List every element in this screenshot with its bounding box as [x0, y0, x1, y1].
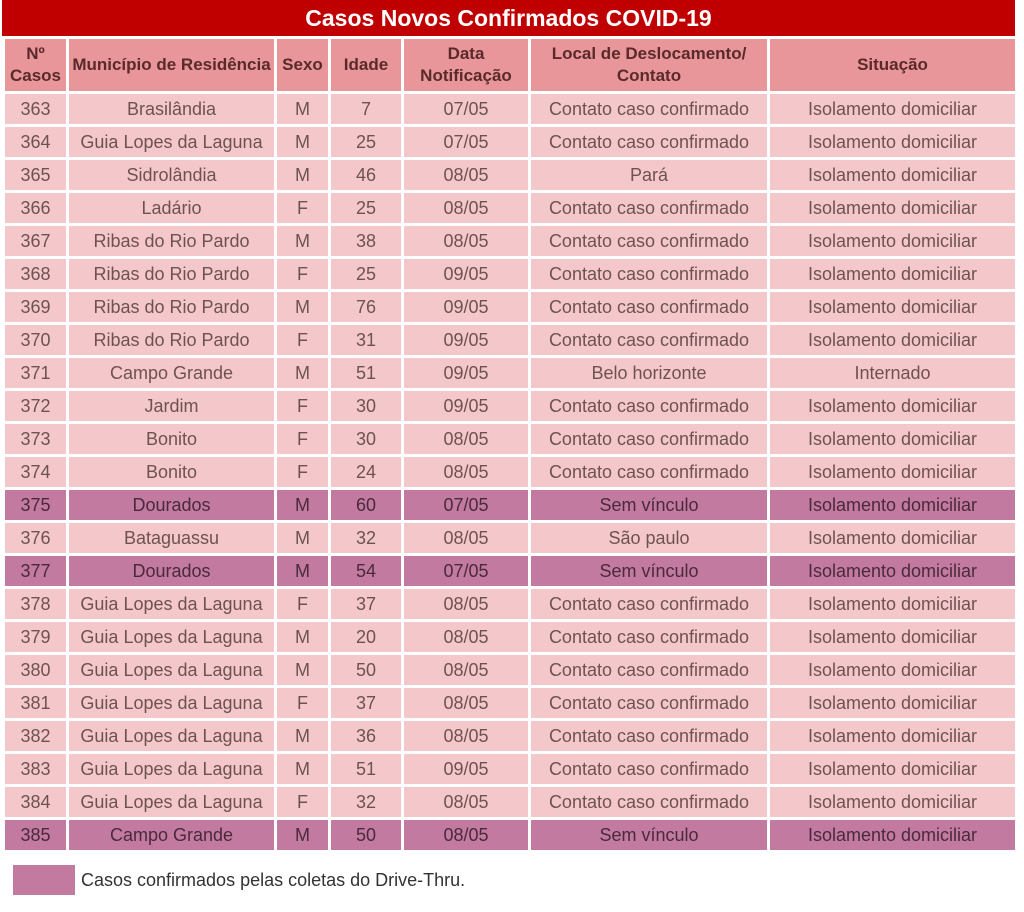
cell-local: Contato caso confirmado	[531, 589, 767, 619]
cell-sexo: M	[277, 754, 328, 784]
cell-idade: 38	[331, 226, 401, 256]
cell-local: Sem vínculo	[531, 490, 767, 520]
cell-local: Pará	[531, 160, 767, 190]
cell-data: 08/05	[404, 820, 528, 850]
cell-data: 09/05	[404, 358, 528, 388]
cell-idade: 20	[331, 622, 401, 652]
cell-data: 07/05	[404, 94, 528, 124]
cell-sexo: M	[277, 655, 328, 685]
table-row	[5, 391, 1015, 421]
cell-local: Contato caso confirmado	[531, 226, 767, 256]
header-row	[5, 39, 1015, 91]
col-header-municipio: Município de Residência	[69, 39, 274, 91]
cell-municipio: Guia Lopes da Laguna	[69, 655, 274, 685]
table-row-drive-thru	[5, 556, 1015, 586]
cell-numero: 371	[5, 358, 66, 388]
cell-numero: 373	[5, 424, 66, 454]
table-row-drive-thru	[5, 820, 1015, 850]
cell-idade: 46	[331, 160, 401, 190]
cell-situacao: Isolamento domiciliar	[770, 688, 1015, 718]
cell-data: 07/05	[404, 127, 528, 157]
cell-numero: 379	[5, 622, 66, 652]
cell-situacao: Isolamento domiciliar	[770, 160, 1015, 190]
legend-swatch	[13, 865, 75, 895]
table-row	[5, 94, 1015, 124]
cell-idade: 76	[331, 292, 401, 322]
col-header-local: Local de Deslocamento/ Contato	[531, 39, 767, 91]
cell-local: Contato caso confirmado	[531, 721, 767, 751]
cell-numero: 367	[5, 226, 66, 256]
cell-local: Contato caso confirmado	[531, 193, 767, 223]
cell-municipio: Guia Lopes da Laguna	[69, 688, 274, 718]
cell-situacao: Isolamento domiciliar	[770, 457, 1015, 487]
cell-local: Contato caso confirmado	[531, 94, 767, 124]
cell-idade: 51	[331, 358, 401, 388]
cell-data: 07/05	[404, 556, 528, 586]
table-row	[5, 622, 1015, 652]
cell-local: Contato caso confirmado	[531, 292, 767, 322]
cell-idade: 37	[331, 688, 401, 718]
cell-numero: 382	[5, 721, 66, 751]
cell-numero: 368	[5, 259, 66, 289]
col-header-idade: Idade	[331, 39, 401, 91]
cell-data: 09/05	[404, 259, 528, 289]
cell-idade: 25	[331, 127, 401, 157]
cell-data: 09/05	[404, 292, 528, 322]
cell-municipio: Bonito	[69, 457, 274, 487]
cell-local: Contato caso confirmado	[531, 424, 767, 454]
table-row	[5, 226, 1015, 256]
cell-data: 08/05	[404, 721, 528, 751]
cell-municipio: Bonito	[69, 424, 274, 454]
cell-situacao: Isolamento domiciliar	[770, 787, 1015, 817]
cell-local: Contato caso confirmado	[531, 754, 767, 784]
cell-sexo: M	[277, 490, 328, 520]
cell-idade: 32	[331, 523, 401, 553]
cell-idade: 60	[331, 490, 401, 520]
cell-sexo: M	[277, 556, 328, 586]
cell-municipio: Ladário	[69, 193, 274, 223]
cell-local: Sem vínculo	[531, 820, 767, 850]
table-row	[5, 589, 1015, 619]
cell-local: Contato caso confirmado	[531, 655, 767, 685]
cell-sexo: M	[277, 127, 328, 157]
table-title: Casos Novos Confirmados COVID-19	[2, 0, 1015, 36]
cell-numero: 364	[5, 127, 66, 157]
cell-local: Contato caso confirmado	[531, 688, 767, 718]
cell-situacao: Isolamento domiciliar	[770, 259, 1015, 289]
cases-body	[5, 94, 1015, 850]
cell-municipio: Bataguassu	[69, 523, 274, 553]
legend	[13, 865, 465, 895]
cell-municipio: Dourados	[69, 556, 274, 586]
cell-numero: 380	[5, 655, 66, 685]
cell-sexo: M	[277, 292, 328, 322]
cell-idade: 24	[331, 457, 401, 487]
table-row	[5, 457, 1015, 487]
cell-data: 09/05	[404, 391, 528, 421]
cell-sexo: F	[277, 259, 328, 289]
cell-situacao: Isolamento domiciliar	[770, 226, 1015, 256]
col-header-numero-casos: Nº Casos	[5, 39, 66, 91]
cell-data: 08/05	[404, 622, 528, 652]
cell-numero: 374	[5, 457, 66, 487]
cell-situacao: Isolamento domiciliar	[770, 820, 1015, 850]
table-row	[5, 259, 1015, 289]
cell-municipio: Dourados	[69, 490, 274, 520]
cell-numero: 376	[5, 523, 66, 553]
cell-situacao: Isolamento domiciliar	[770, 193, 1015, 223]
cell-sexo: F	[277, 688, 328, 718]
cell-municipio: Jardim	[69, 391, 274, 421]
table-row	[5, 424, 1015, 454]
cell-sexo: F	[277, 589, 328, 619]
cell-data: 08/05	[404, 688, 528, 718]
cell-data: 09/05	[404, 325, 528, 355]
cell-data: 08/05	[404, 655, 528, 685]
cell-situacao: Isolamento domiciliar	[770, 589, 1015, 619]
cell-local: Contato caso confirmado	[531, 787, 767, 817]
cell-data: 08/05	[404, 523, 528, 553]
cell-situacao: Isolamento domiciliar	[770, 325, 1015, 355]
cell-idade: 30	[331, 424, 401, 454]
cell-municipio: Guia Lopes da Laguna	[69, 622, 274, 652]
cell-idade: 50	[331, 655, 401, 685]
cell-situacao: Isolamento domiciliar	[770, 721, 1015, 751]
cell-idade: 51	[331, 754, 401, 784]
table-row	[5, 127, 1015, 157]
cell-local: Contato caso confirmado	[531, 127, 767, 157]
cell-sexo: F	[277, 424, 328, 454]
cell-data: 08/05	[404, 787, 528, 817]
cell-numero: 378	[5, 589, 66, 619]
cell-local: Contato caso confirmado	[531, 325, 767, 355]
cases-table	[2, 36, 1018, 853]
table-row	[5, 721, 1015, 751]
cell-municipio: Campo Grande	[69, 358, 274, 388]
cell-numero: 363	[5, 94, 66, 124]
cell-idade: 37	[331, 589, 401, 619]
table-row	[5, 655, 1015, 685]
cell-local: Contato caso confirmado	[531, 259, 767, 289]
cell-local: Sem vínculo	[531, 556, 767, 586]
cell-numero: 384	[5, 787, 66, 817]
cell-sexo: M	[277, 523, 328, 553]
cell-situacao: Isolamento domiciliar	[770, 556, 1015, 586]
legend-text: Casos confirmados pelas coletas do Drive-Thru.	[81, 869, 466, 890]
cell-idade: 54	[331, 556, 401, 586]
cell-municipio: Guia Lopes da Laguna	[69, 787, 274, 817]
cell-situacao: Isolamento domiciliar	[770, 655, 1015, 685]
cell-local: Contato caso confirmado	[531, 622, 767, 652]
cell-local: Contato caso confirmado	[531, 391, 767, 421]
col-header-situacao: Situação	[770, 39, 1015, 91]
cell-municipio: Ribas do Rio Pardo	[69, 259, 274, 289]
cell-numero: 370	[5, 325, 66, 355]
cell-idade: 30	[331, 391, 401, 421]
cell-numero: 385	[5, 820, 66, 850]
cell-situacao: Isolamento domiciliar	[770, 622, 1015, 652]
table-row	[5, 358, 1015, 388]
cell-situacao: Isolamento domiciliar	[770, 391, 1015, 421]
cell-situacao: Isolamento domiciliar	[770, 490, 1015, 520]
cell-idade: 50	[331, 820, 401, 850]
cell-situacao: Internado	[770, 358, 1015, 388]
cell-situacao: Isolamento domiciliar	[770, 127, 1015, 157]
cell-municipio: Guia Lopes da Laguna	[69, 721, 274, 751]
col-header-sexo: Sexo	[277, 39, 328, 91]
cell-data: 08/05	[404, 589, 528, 619]
cell-sexo: F	[277, 193, 328, 223]
cell-data: 08/05	[404, 193, 528, 223]
cell-local: São paulo	[531, 523, 767, 553]
cell-situacao: Isolamento domiciliar	[770, 424, 1015, 454]
table-row	[5, 523, 1015, 553]
table-row-drive-thru	[5, 490, 1015, 520]
cell-idade: 25	[331, 193, 401, 223]
table-row	[5, 160, 1015, 190]
cell-sexo: F	[277, 391, 328, 421]
cell-municipio: Ribas do Rio Pardo	[69, 325, 274, 355]
col-header-data-notificacao: Data Notificação	[404, 39, 528, 91]
cell-numero: 377	[5, 556, 66, 586]
cell-situacao: Isolamento domiciliar	[770, 754, 1015, 784]
cell-sexo: F	[277, 325, 328, 355]
cell-numero: 381	[5, 688, 66, 718]
table-row	[5, 193, 1015, 223]
cell-local: Belo horizonte	[531, 358, 767, 388]
cell-municipio: Campo Grande	[69, 820, 274, 850]
cell-sexo: M	[277, 622, 328, 652]
cell-idade: 31	[331, 325, 401, 355]
table-row	[5, 325, 1015, 355]
cell-numero: 375	[5, 490, 66, 520]
cell-municipio: Ribas do Rio Pardo	[69, 226, 274, 256]
cell-municipio: Guia Lopes da Laguna	[69, 589, 274, 619]
cell-data: 09/05	[404, 754, 528, 784]
cell-municipio: Guia Lopes da Laguna	[69, 127, 274, 157]
cell-sexo: M	[277, 160, 328, 190]
cell-municipio: Guia Lopes da Laguna	[69, 754, 274, 784]
cell-sexo: M	[277, 721, 328, 751]
cell-sexo: M	[277, 226, 328, 256]
cell-data: 07/05	[404, 490, 528, 520]
cell-idade: 25	[331, 259, 401, 289]
cell-numero: 366	[5, 193, 66, 223]
cell-situacao: Isolamento domiciliar	[770, 94, 1015, 124]
cell-idade: 7	[331, 94, 401, 124]
cell-idade: 36	[331, 721, 401, 751]
table-row	[5, 787, 1015, 817]
cell-numero: 383	[5, 754, 66, 784]
cell-municipio: Ribas do Rio Pardo	[69, 292, 274, 322]
table-row	[5, 688, 1015, 718]
cell-sexo: M	[277, 94, 328, 124]
cell-sexo: F	[277, 457, 328, 487]
cell-sexo: M	[277, 358, 328, 388]
cell-idade: 32	[331, 787, 401, 817]
table-row	[5, 754, 1015, 784]
cell-situacao: Isolamento domiciliar	[770, 523, 1015, 553]
cell-municipio: Brasilândia	[69, 94, 274, 124]
cell-sexo: F	[277, 787, 328, 817]
table-row	[5, 292, 1015, 322]
cell-data: 08/05	[404, 424, 528, 454]
cell-numero: 365	[5, 160, 66, 190]
cell-situacao: Isolamento domiciliar	[770, 292, 1015, 322]
cell-data: 08/05	[404, 457, 528, 487]
cell-sexo: M	[277, 820, 328, 850]
cell-numero: 369	[5, 292, 66, 322]
cell-data: 08/05	[404, 160, 528, 190]
cell-local: Contato caso confirmado	[531, 457, 767, 487]
cell-data: 08/05	[404, 226, 528, 256]
cell-numero: 372	[5, 391, 66, 421]
cell-municipio: Sidrolândia	[69, 160, 274, 190]
